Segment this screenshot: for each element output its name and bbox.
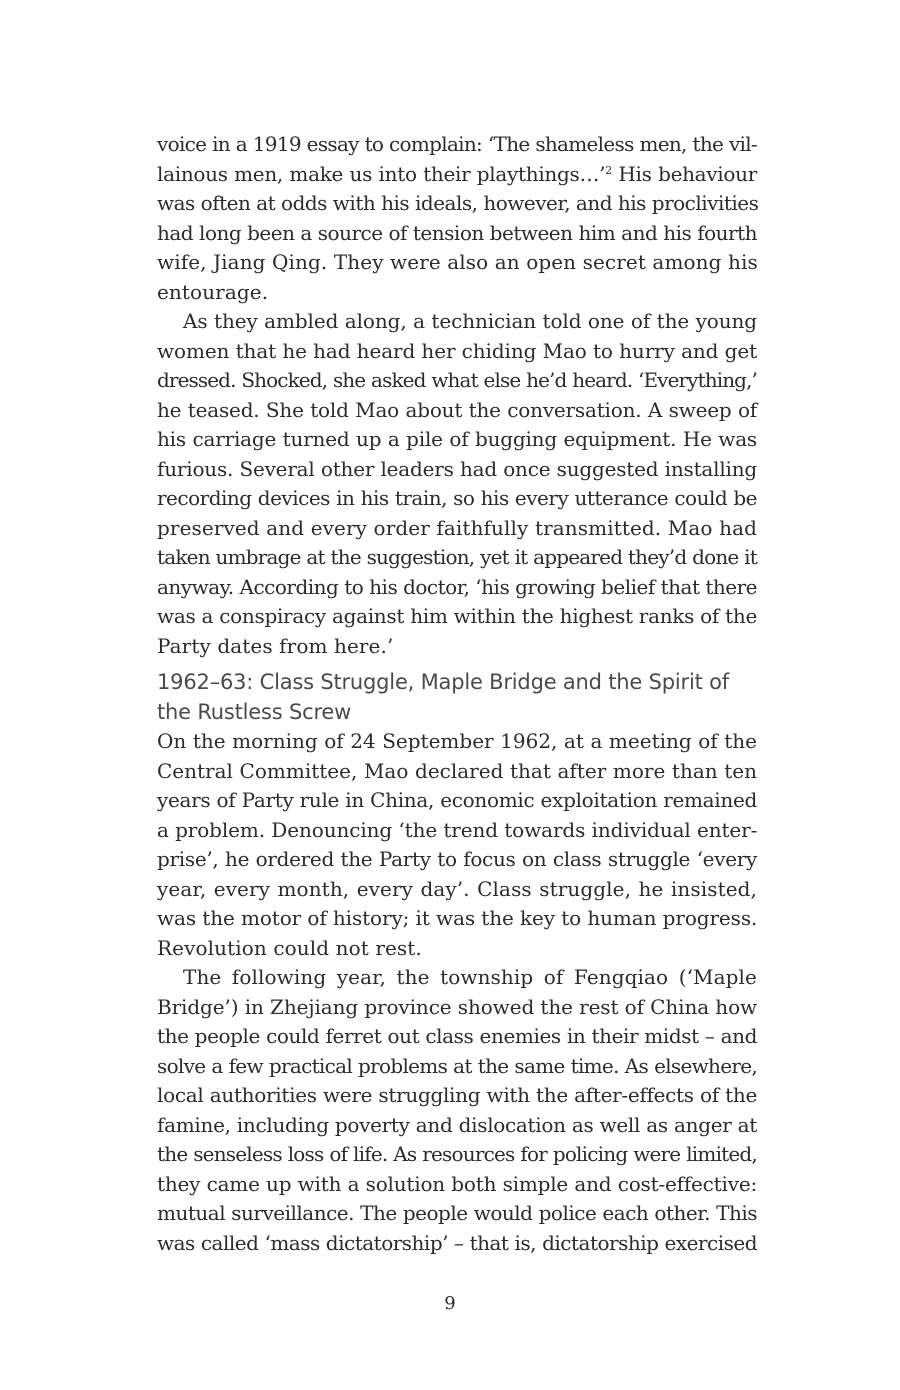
text-block-bottom xyxy=(157,668,757,1258)
text-line: a problem. Denouncing ‘the trend towards individual enter- xyxy=(157,817,758,842)
text-line: was the motor of history; it was the key to human progress. xyxy=(157,906,758,930)
text-line: entourage. xyxy=(157,279,269,304)
page-number: 9 xyxy=(444,1293,456,1314)
text-line xyxy=(157,160,757,190)
text-line: was often at odds with his ideals, however, and his proclivities xyxy=(157,191,759,215)
text-line: On the morning of 24 September 1962, at a meeting of the xyxy=(157,729,757,753)
text-line: they came up with a solution both simple and cost-effective: xyxy=(157,1171,757,1196)
text-fragment: lainous men, make us into their playthings…’ xyxy=(157,161,606,186)
text-line: year, every month, every day’. Class struggle, he insisted, xyxy=(157,876,757,901)
text-line: voice in a 1919 essay to complain: ‘The shameless men, the vil- xyxy=(157,132,757,156)
text-line: years of Party rule in China, economic exploitation remained xyxy=(157,788,757,812)
footnote-reference[interactable]: 2 xyxy=(605,163,612,177)
text-line: Bridge’) in Zhejiang province showed the rest of China how xyxy=(157,994,758,1019)
section-heading xyxy=(157,668,757,727)
text-line: mutual surveillance. The people would police each other. This xyxy=(157,1201,757,1225)
text-line: recording devices in his train, so his every utterance could be xyxy=(157,486,757,510)
text-line: anyway. According to his doctor, ‘his growing belief that there xyxy=(157,574,757,599)
text-line: women that he had heard her chiding Mao to hurry and get xyxy=(157,338,758,363)
text-fragment: His behaviour xyxy=(611,161,757,186)
text-line: taken umbrage at the suggestion, yet it appeared they’d done it xyxy=(157,545,757,569)
text-line: was called ‘mass dictatorship’ – that is, dictatorship exercised xyxy=(157,1230,757,1255)
paragraph-3 xyxy=(157,727,757,963)
text-line: famine, including poverty and dislocation as well as anger at xyxy=(157,1112,757,1137)
text-line: Revolution could not rest. xyxy=(157,935,422,960)
text-line: he teased. She told Mao about the conversation. A sweep of xyxy=(157,397,757,422)
text-line: Party dates from here.’ xyxy=(157,633,394,658)
text-line: dressed. Shocked, she asked what else he’d heard. ‘Everything,’ xyxy=(157,368,757,392)
text-line: As they ambled along, a technician told one of the young xyxy=(183,309,757,333)
text-line: the people could ferret out class enemies in their midst – and xyxy=(157,1024,757,1048)
heading-line: 1962–63: Class Struggle, Maple Bridge and the Spirit of xyxy=(157,670,729,694)
text-line: was a conspiracy against him within the highest ranks of the xyxy=(157,604,757,628)
text-line: preserved and every order faithfully transmitted. Mao had xyxy=(157,515,757,540)
text-line: solve a few practical problems at the same time. As elsewhere, xyxy=(157,1053,757,1078)
text-line: prise’, he ordered the Party to focus on class struggle ‘every xyxy=(157,847,757,871)
text-line: The following year, the township of Fengqiao (‘Maple xyxy=(183,965,757,989)
paragraph-2 xyxy=(157,307,757,661)
text-line: local authorities were struggling with the after-effects of the xyxy=(157,1083,757,1107)
text-line: his carriage turned up a pile of bugging equipment. He was xyxy=(157,427,757,451)
heading-line: the Rustless Screw xyxy=(157,699,352,724)
paragraph-4 xyxy=(157,963,757,1258)
text-line: the senseless loss of life. As resources for policing were limited, xyxy=(157,1142,757,1166)
text-line: furious. Several other leaders had once suggested installing xyxy=(157,456,757,481)
text-line: had long been a source of tension between him and his fourth xyxy=(157,220,757,245)
text-line: wife, Jiang Qing. They were also an open secret among his xyxy=(157,250,758,274)
paragraph-1 xyxy=(157,130,757,307)
text-block-top xyxy=(157,130,757,661)
text-line: Central Committee, Mao declared that after more than ten xyxy=(157,758,757,783)
